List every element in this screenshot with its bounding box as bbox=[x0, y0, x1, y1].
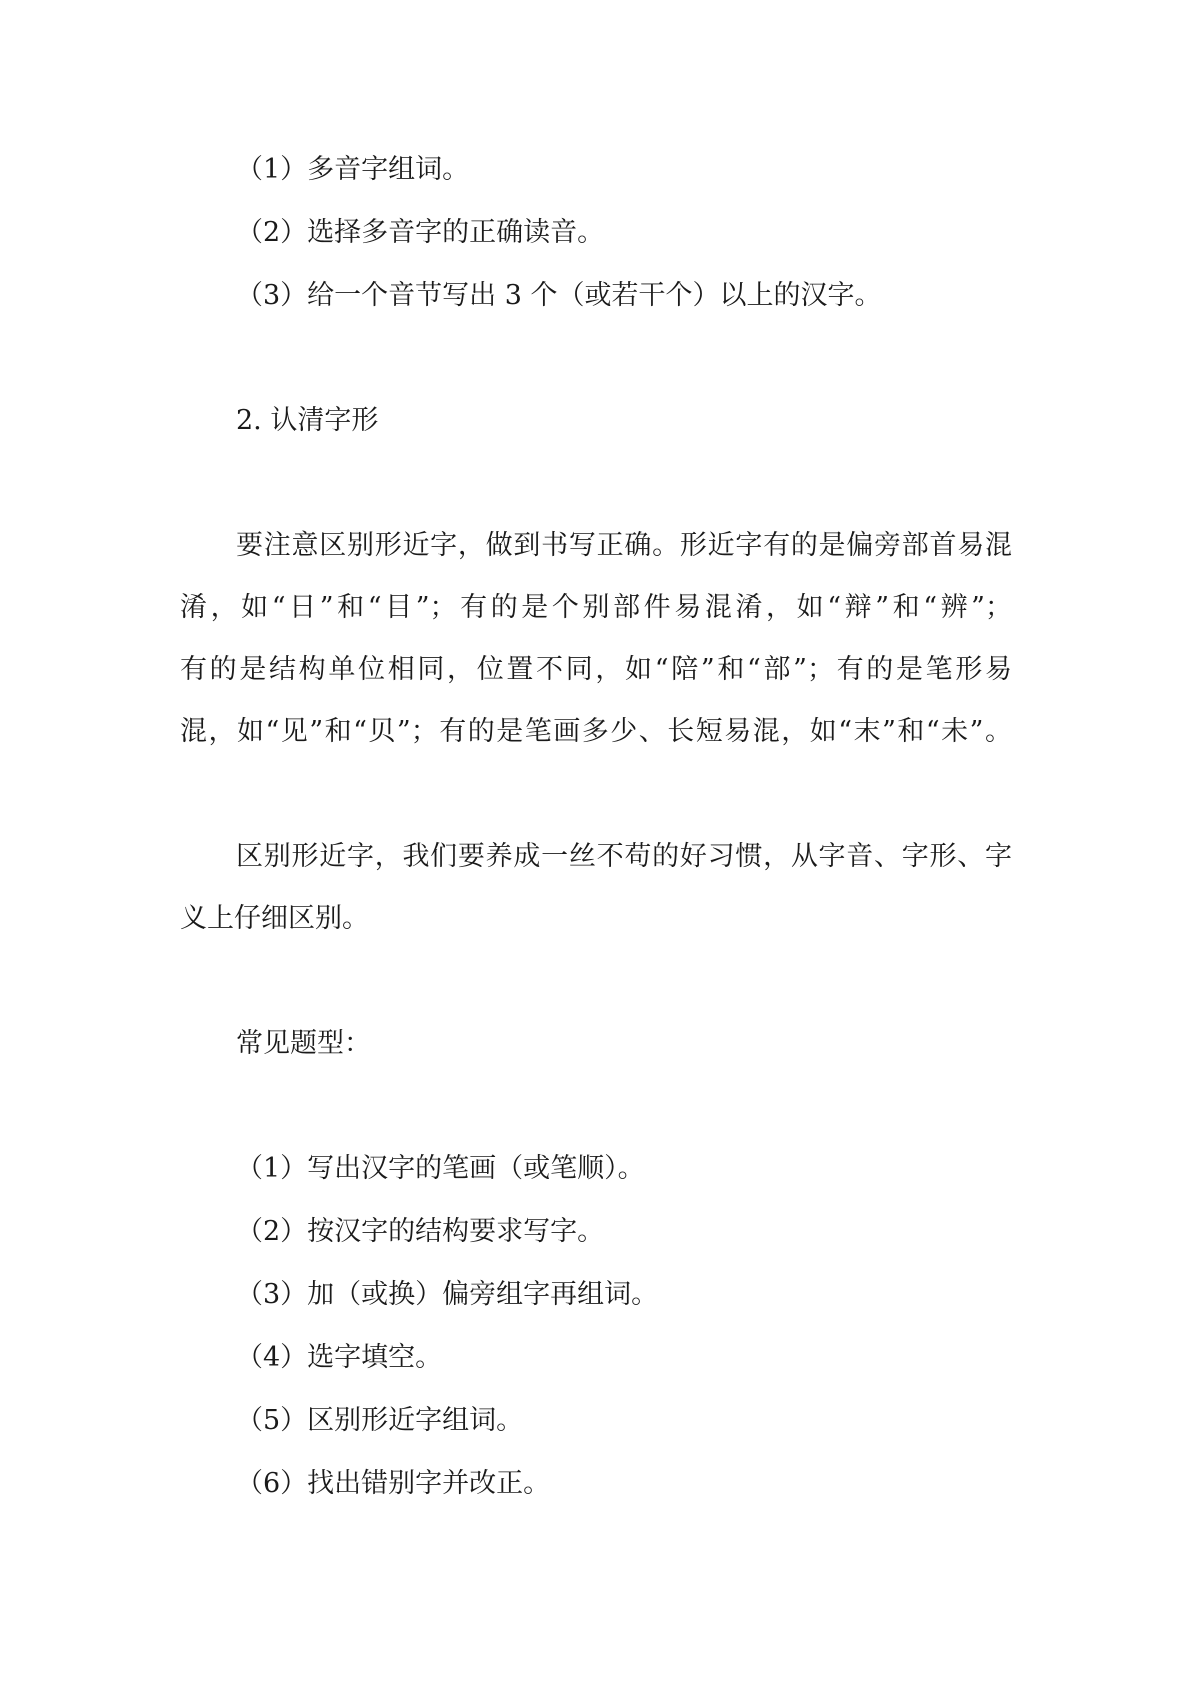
paragraph-line: 区别形近字，我们要养成一丝不苟的好习惯，从字音、字形、字 bbox=[236, 841, 1012, 872]
list-item: （2）选择多音字的正确读音。 bbox=[236, 217, 605, 248]
list-item: （2）按汉字的结构要求写字。 bbox=[236, 1216, 605, 1247]
list-item: （4）选字填空。 bbox=[236, 1342, 443, 1373]
question-types-label: 常见题型： bbox=[236, 1028, 371, 1059]
paragraph-line: 要注意区别形近字，做到书写正确。形近字有的是偏旁部首易混 bbox=[236, 530, 1012, 561]
list-item: （3）给一个音节写出 3 个（或若干个）以上的汉字。 bbox=[236, 280, 882, 311]
list-item: （1）写出汉字的笔画（或笔顺）。 bbox=[236, 1153, 645, 1184]
paragraph-line: 有的是结构单位相同，位置不同，如“陪”和“部”；有的是笔形易 bbox=[180, 654, 1012, 685]
list-item: （5）区别形近字组词。 bbox=[236, 1405, 524, 1436]
list-item: （3）加（或换）偏旁组字再组词。 bbox=[236, 1279, 659, 1310]
paragraph-line: 义上仔细区别。 bbox=[180, 903, 369, 934]
paragraph-line: 混，如“见”和“贝”；有的是笔画多少、长短易混，如“末”和“未”。 bbox=[180, 716, 1012, 747]
list-item: （1）多音字组词。 bbox=[236, 154, 470, 185]
paragraph-line: 淆，如“日”和“目”；有的是个别部件易混淆，如“辩”和“辨”； bbox=[180, 592, 1012, 623]
list-item: （6）找出错别字并改正。 bbox=[236, 1468, 551, 1499]
section-heading: 2. 认清字形 bbox=[236, 405, 379, 436]
